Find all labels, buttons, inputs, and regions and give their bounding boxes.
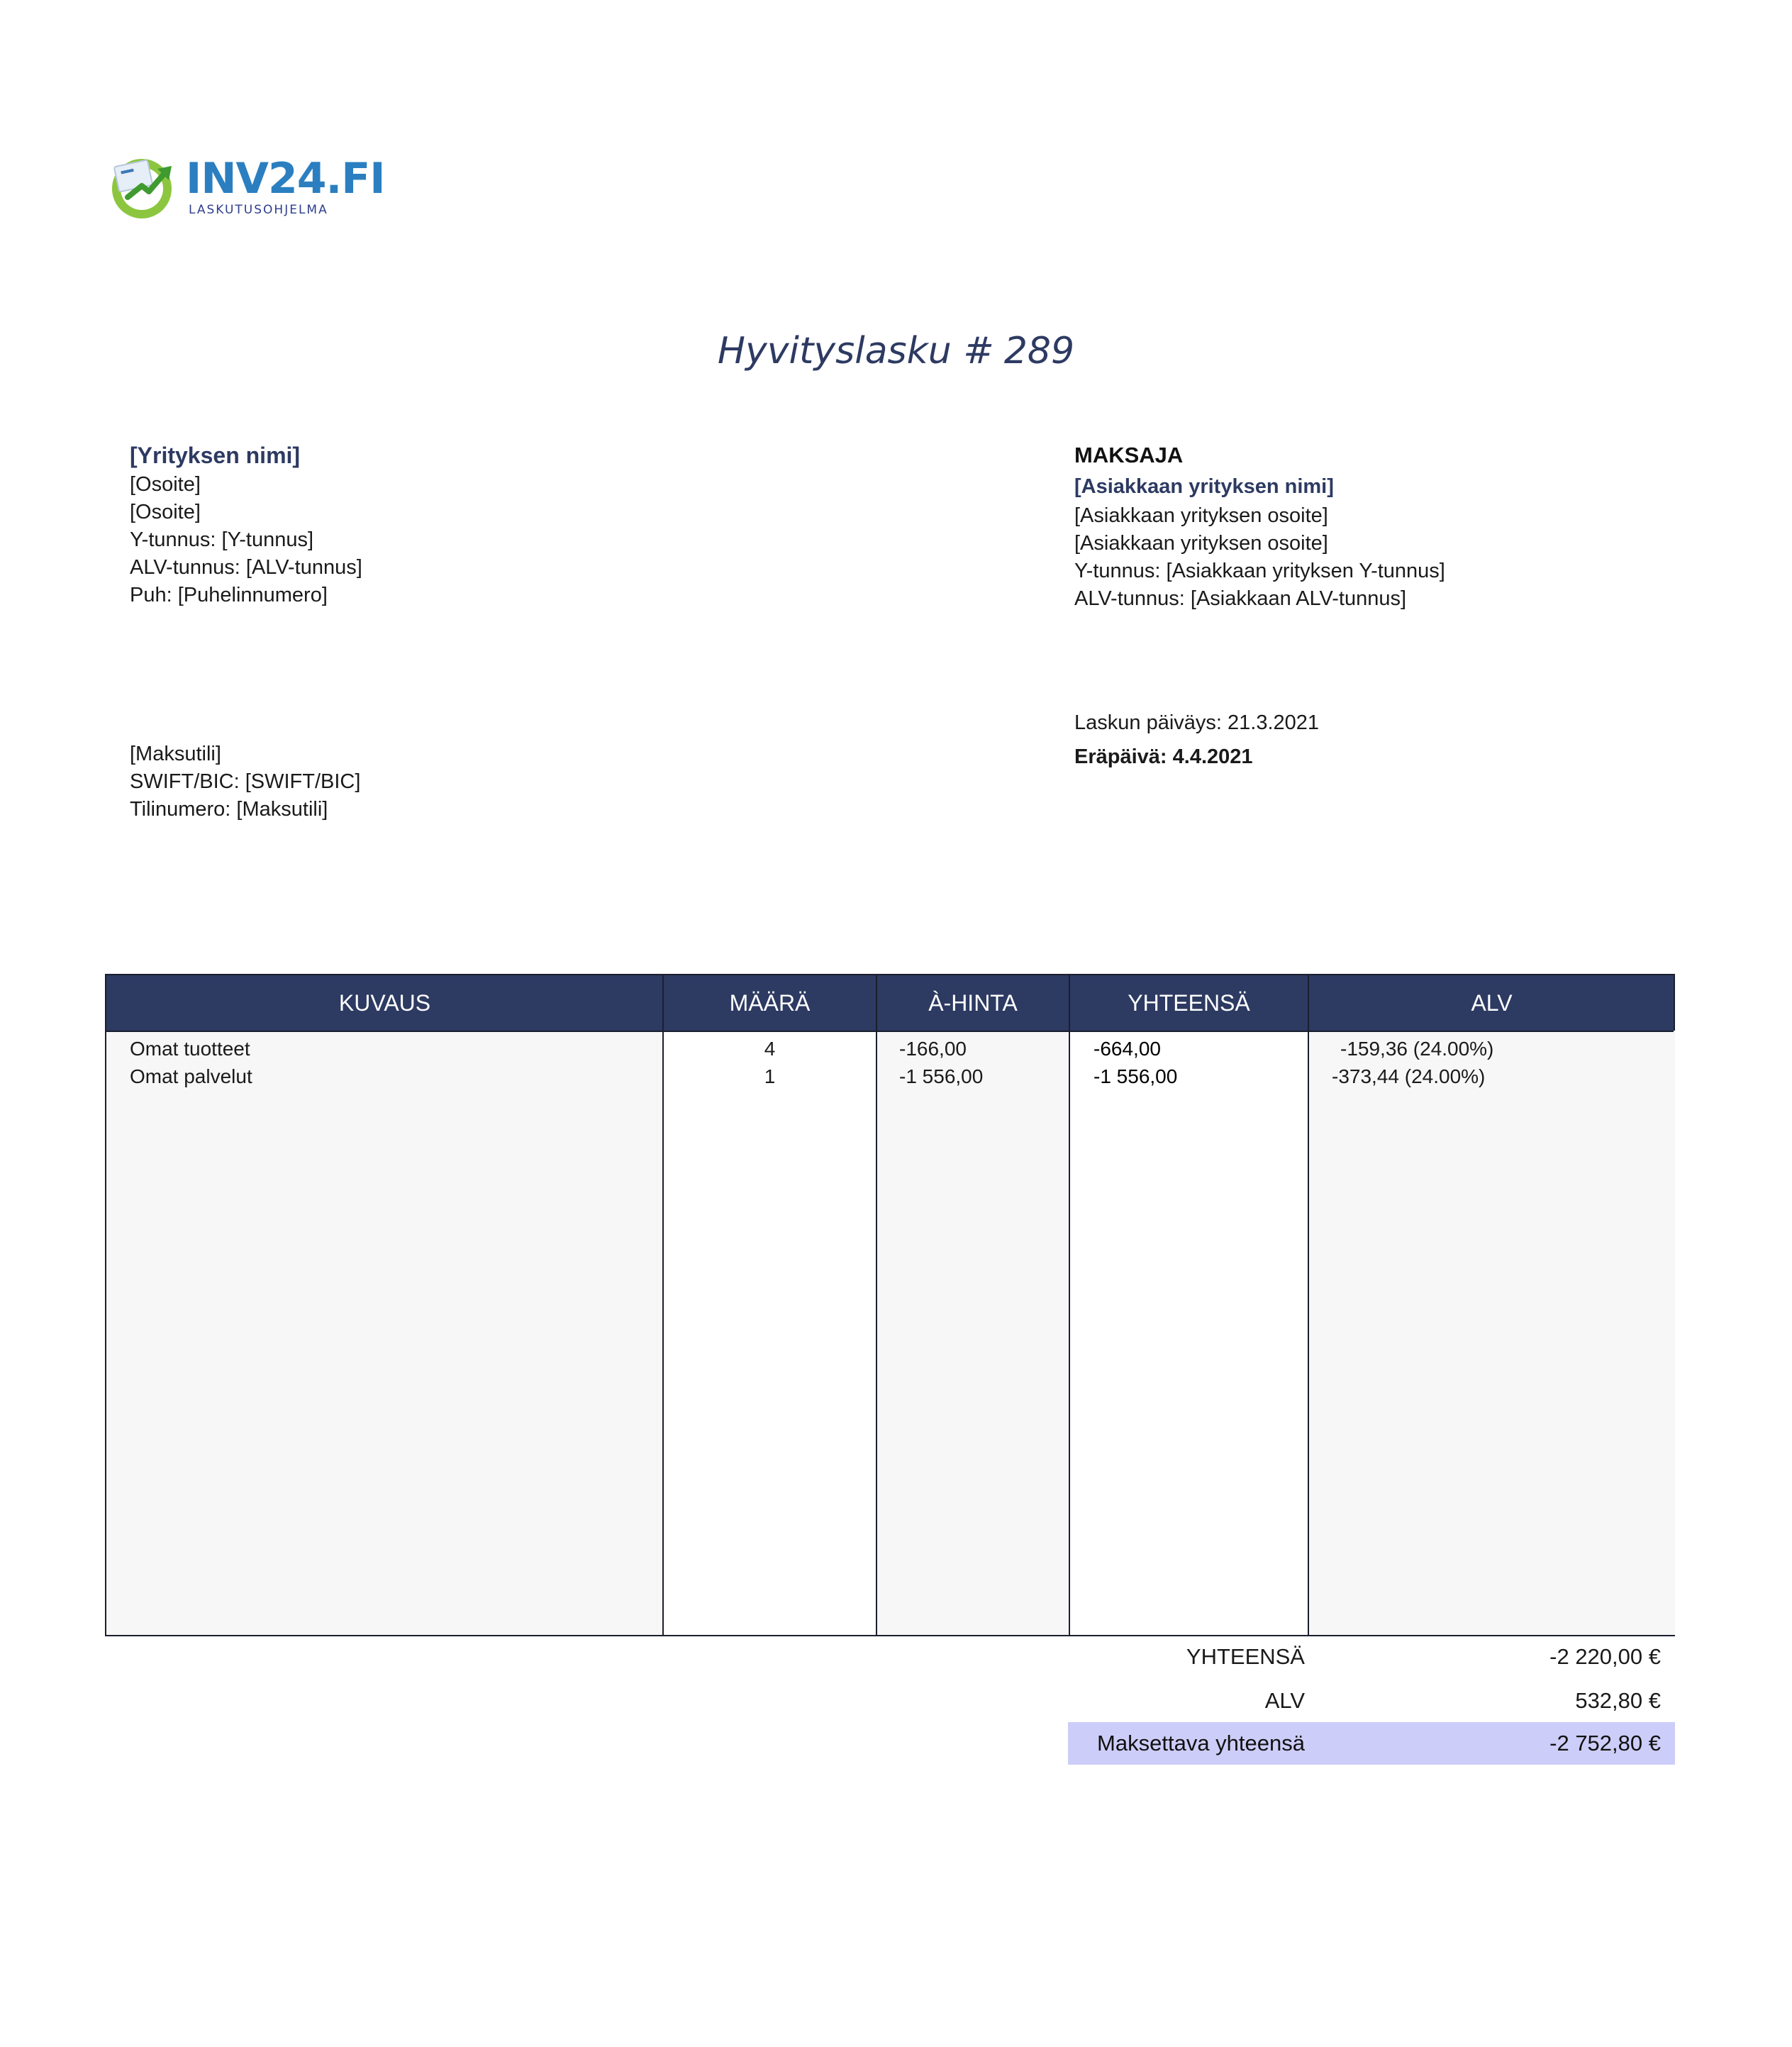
header-yhteensa: YHTEENSÄ (1128, 990, 1250, 1016)
header-kuvaus: KUVAUS (338, 990, 431, 1016)
header-a-hinta: À-HINTA (928, 990, 1018, 1016)
row-1-quantity: 4 (764, 1038, 776, 1060)
logo-subtitle: LASKUTUSOHJELMA (189, 203, 328, 217)
payer-block (1074, 440, 1445, 613)
seller-address-2: [Osoite] (130, 501, 201, 523)
row-2-vat: -373,44 (24.00%) (1332, 1065, 1486, 1087)
seller-business-id: Y-tunnus: [Y-tunnus] (130, 528, 314, 551)
seller-block (130, 440, 362, 609)
subtotal-label: YHTEENSÄ (1186, 1644, 1305, 1669)
seller-phone: Puh: [Puhelinnumero] (130, 584, 328, 606)
vat-total-label: ALV (1264, 1688, 1305, 1713)
due-date: Eräpäivä: 4.4.2021 (1074, 745, 1253, 768)
bank-block (130, 740, 360, 823)
invoice-arrow-logo-icon (106, 150, 180, 221)
row-1-total: -664,00 (1093, 1038, 1161, 1060)
row-2-unit-price: -1 556,00 (899, 1065, 984, 1087)
seller-vat-id: ALV-tunnus: [ALV-tunnus] (130, 556, 362, 579)
bank-swift: SWIFT/BIC: [SWIFT/BIC] (130, 770, 361, 793)
header-maara: MÄÄRÄ (729, 990, 811, 1016)
header-alv: ALV (1471, 990, 1513, 1016)
seller-address-1: [Osoite] (130, 473, 201, 496)
payer-heading: MAKSAJA (1074, 443, 1184, 467)
payer-address-2: [Asiakkaan yrityksen osoite] (1074, 532, 1328, 555)
row-2-description: Omat palvelut (130, 1065, 252, 1087)
company-logo (106, 150, 385, 221)
grand-total-label: Maksettava yhteensä (1097, 1731, 1305, 1755)
document-title (0, 330, 1792, 372)
bank-account-number: Tilinumero: [Maksutili] (130, 798, 328, 821)
row-1-vat: -159,36 (24.00%) (1340, 1038, 1494, 1060)
row-2-total: -1 556,00 (1093, 1065, 1178, 1087)
invoice-date: Laskun päiväys: 21.3.2021 (1074, 711, 1320, 734)
vat-total-value: 532,80 € (1575, 1688, 1661, 1713)
payer-address-1: [Asiakkaan yrityksen osoite] (1074, 504, 1328, 527)
seller-name: [Yrityksen nimi] (130, 443, 301, 468)
row-2-quantity: 1 (764, 1065, 776, 1087)
payer-name: [Asiakkaan yrityksen nimi] (1074, 475, 1334, 498)
logo-wordmark: INV24.FI (186, 154, 385, 204)
payer-vat-id: ALV-tunnus: [Asiakkaan ALV-tunnus] (1074, 587, 1407, 610)
row-1-unit-price: -166,00 (899, 1038, 967, 1060)
row-1-description: Omat tuotteet (130, 1038, 250, 1060)
document-title-label: Hyvityslasku # (717, 330, 994, 372)
dates-block (1074, 706, 1319, 774)
grand-total-value: -2 752,80 € (1549, 1731, 1661, 1755)
payer-business-id: Y-tunnus: [Asiakkaan yrityksen Y-tunnus] (1074, 560, 1445, 582)
bank-account-name: [Maksutili] (130, 743, 221, 765)
subtotal-value: -2 220,00 € (1549, 1644, 1661, 1669)
items-table (105, 974, 1675, 1636)
document-number: 289 (1003, 330, 1075, 372)
